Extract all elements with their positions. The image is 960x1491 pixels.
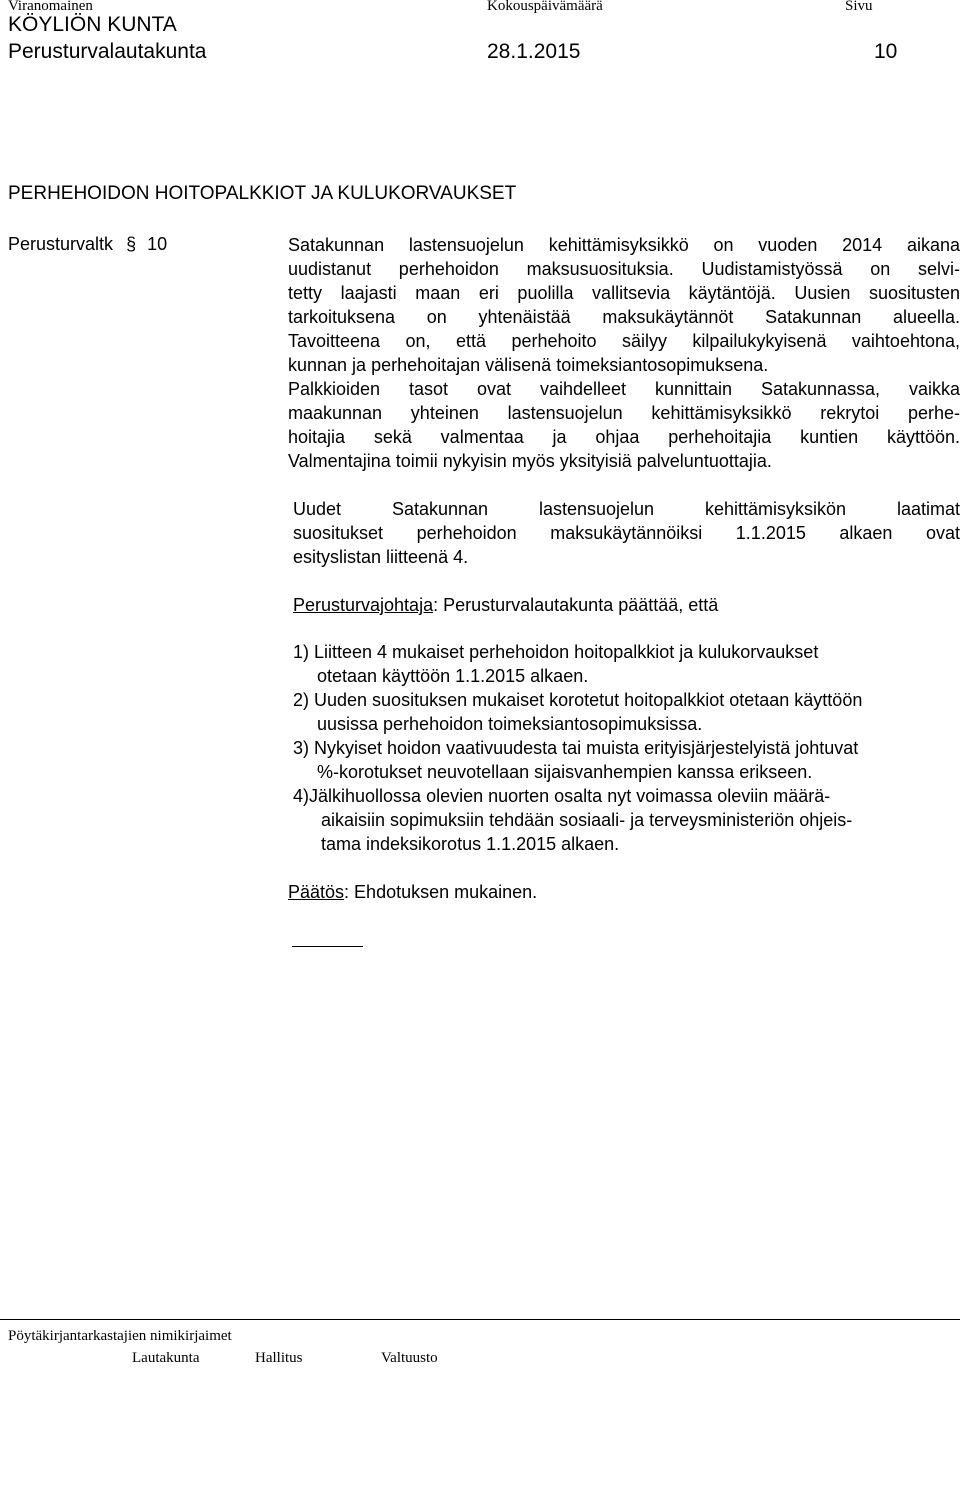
section-number: 10 [147,234,168,254]
header-date-label: Kokouspäivämäärä [487,0,603,14]
document-title: PERHEHOIDON HOITOPALKKIOT JA KULUKORVAUKSET [8,183,517,204]
text-line: hoitajia sekä valmentaa ja ohjaa perhehoitajia kuntien käyttöön. [288,427,960,447]
meeting-date: 28.1.2015 [487,40,581,63]
item-first-line: 1) Liitteen 4 mukaiset perhehoidon hoitopalkkiot ja kulukorvaukset [293,642,819,662]
decision-item-1 [293,640,818,688]
footer-hallitus-label: Hallitus [255,1350,303,1366]
item-continuation-line: otetaan käyttöön 1.1.2015 alkaen. [317,666,589,686]
header-page-label: Sivu [845,0,873,14]
municipality-name: KÖYLIÖN KUNTA [8,13,177,36]
decision-line [288,880,537,904]
item-first-line: 3) Nykyiset hoidon vaativuudesta tai muista erityisjärjestelyistä johtuvat [293,738,859,758]
text-line: tarkoituksena on yhtenäistää maksukäytännöt Satakunnan alueella. [288,307,960,327]
decision-text: : Ehdotuksen mukainen. [344,882,538,902]
proposal-text: : Perusturvalautakunta päättää, että [433,595,719,615]
text-line: esityslistan liitteenä 4. [293,547,469,567]
text-line: Valmentajina toimii nykyisin myös yksityisiä palveluntuottajia. [288,451,772,471]
separator-rule [292,946,363,947]
text-line: uudistanut perhehoidon maksusuosituksia. Uudistamistyössä on selvi- [288,259,960,279]
paragraph-attachment [293,497,960,569]
section-reference [8,232,167,256]
section-label: Perusturvaltk [8,234,114,254]
footer-rule [0,1319,960,1320]
text-line: tetty laajasti maan eri puolilla vallitsevia käytäntöjä. Uusien suositusten [288,283,960,303]
decision-item-2 [293,688,862,736]
proposal-line [293,593,718,617]
text-line: Tavoitteena on, että perhehoito säilyy kilpailukykyisenä vaihtoehtona, [288,331,960,351]
item-first-line: 4)Jälkihuollossa olevien nuorten osalta nyt voimassa oleviin määrä- [293,786,831,806]
proposal-label: Perusturvajohtaja [293,595,434,615]
text-line: kunnan ja perhehoitajan välisenä toimeksiantosopimuksena. [288,355,769,375]
item-continuation-line: uusissa perhehoidon toimeksiantosopimuksissa. [317,714,703,734]
text-line: maakunnan yhteinen lastensuojelun kehittämisyksikkö rekrytoi perhe- [288,403,960,423]
decision-label: Päätös [288,882,345,902]
text-line: Palkkioiden tasot ovat vaihdelleet kunnittain Satakunnassa, vaikka [288,379,960,399]
section-symbol: § [126,234,137,254]
header-authority-label: Viranomainen [8,0,93,14]
footer-valtuusto-label: Valtuusto [381,1350,438,1366]
page-number: 10 [874,40,898,63]
paragraph-background [288,233,960,473]
text-line: Uudet Satakunnan lastensuojelun kehittämisyksikön laatimat [293,499,960,519]
decision-item-3 [293,736,858,784]
item-first-line: 2) Uuden suosituksen mukaiset korotetut hoitopalkkiot otetaan käyttöön [293,690,863,710]
decision-item-4 [293,784,852,856]
item-continuation-line: %-korotukset neuvotellaan sijaisvanhempien kanssa erikseen. [317,762,813,782]
item-continuation-line: tama indeksikorotus 1.1.2015 alkaen. [321,834,620,854]
item-continuation-line: aikaisiin sopimuksiin tehdään sosiaali- ja terveysministeriön ohjeis- [321,810,853,830]
footer-signatures-label: Pöytäkirjantarkastajien nimikirjaimet [8,1328,232,1344]
footer-lautakunta-label: Lautakunta [132,1350,200,1366]
committee-name: Perusturvalautakunta [8,40,207,63]
text-line: suositukset perhehoidon maksukäytännöiksi 1.1.2015 alkaen ovat [293,523,960,543]
text-line: Satakunnan lastensuojelun kehittämisyksikkö on vuoden 2014 aikana [288,235,960,255]
